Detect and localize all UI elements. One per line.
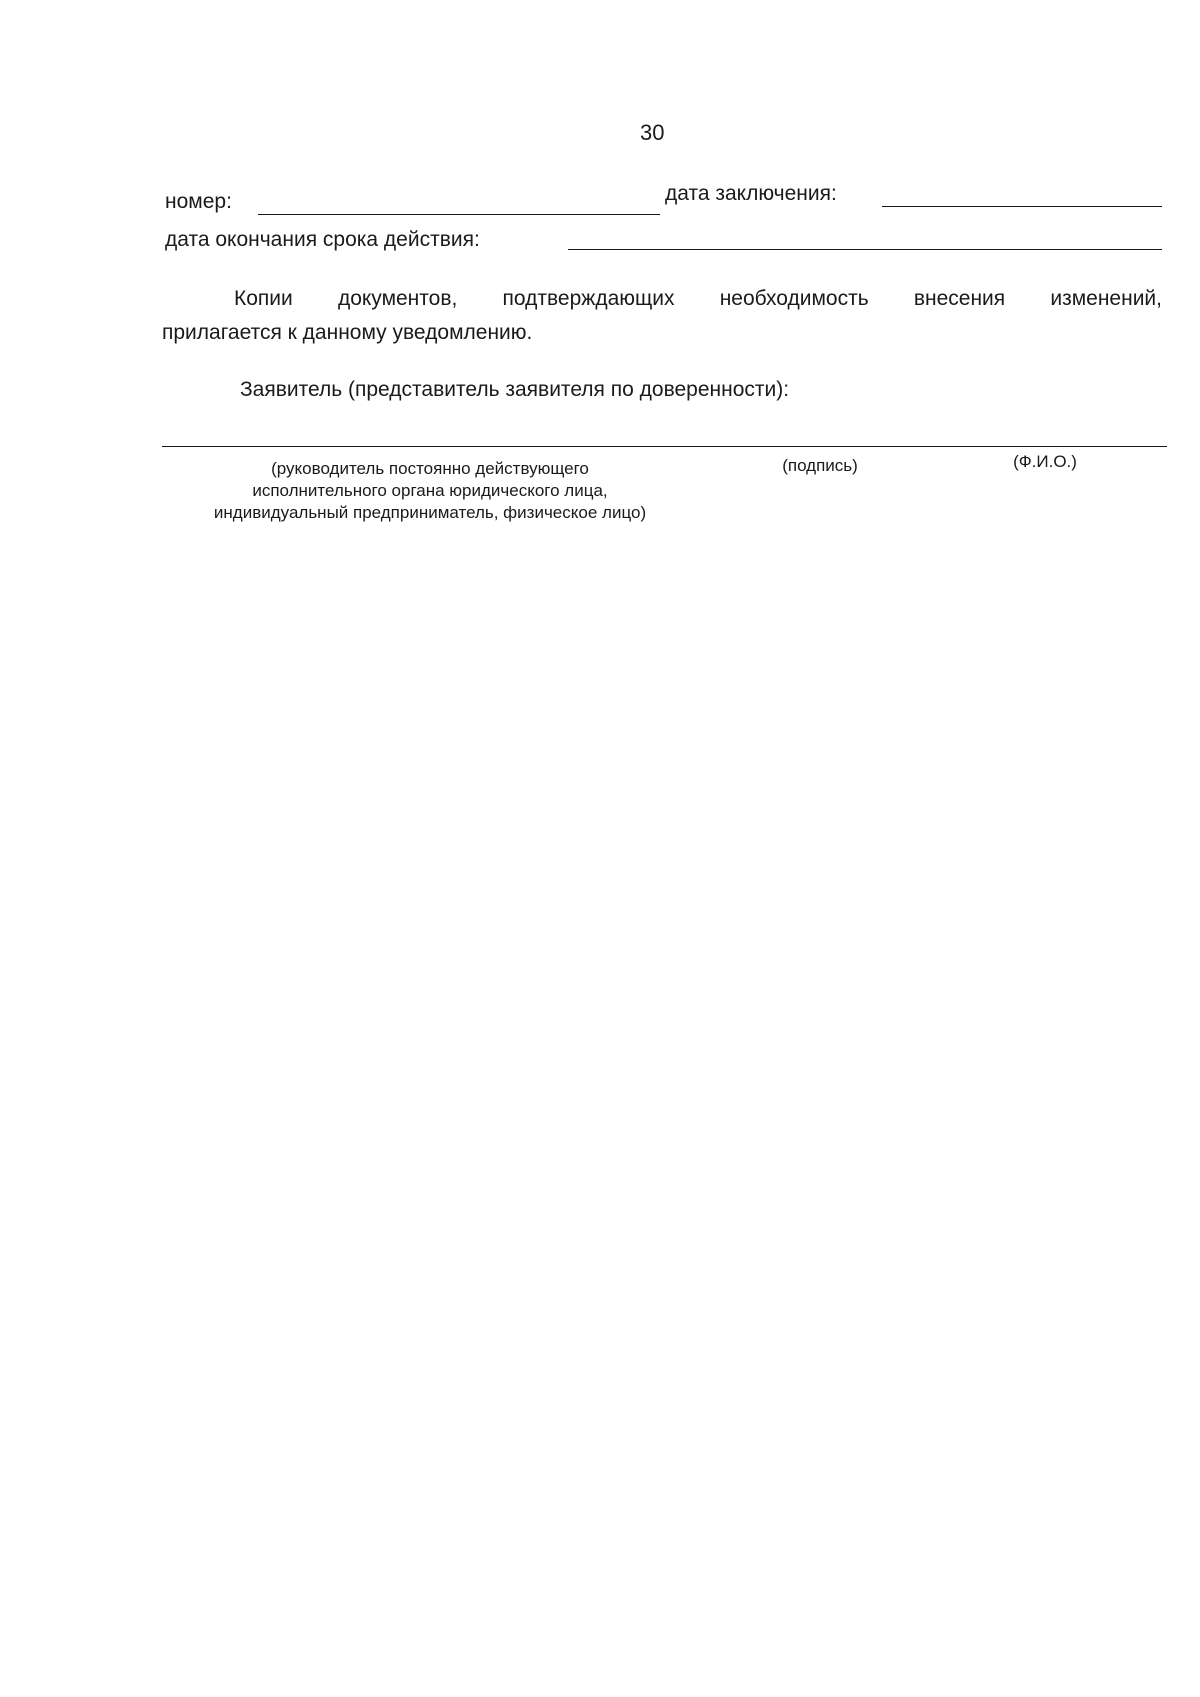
attachment-note bbox=[162, 282, 1162, 350]
expiry-date-label: дата окончания срока действия: bbox=[165, 228, 480, 251]
fio-caption: (Ф.И.О.) bbox=[1013, 452, 1077, 471]
role-caption-line1: (руководитель постоянно действующего bbox=[271, 459, 589, 478]
number-field[interactable] bbox=[258, 214, 660, 215]
page-number: 30 bbox=[640, 120, 665, 145]
applicant-role-caption bbox=[160, 458, 700, 524]
conclusion-date-label: дата заключения: bbox=[665, 182, 837, 205]
applicant-label: Заявитель (представитель заявителя по доверенности): bbox=[240, 378, 790, 401]
signature-caption: (подпись) bbox=[782, 456, 858, 475]
expiry-date-field[interactable] bbox=[568, 249, 1162, 250]
role-caption-line3: индивидуальный предприниматель, физическое лицо) bbox=[213, 503, 647, 522]
applicant-signature-line[interactable] bbox=[162, 446, 1167, 447]
attachment-note-line1: Копии документов, подтверждающих необходимость внесения изменений, bbox=[234, 287, 1162, 310]
number-label: номер: bbox=[165, 190, 232, 213]
attachment-note-line2: прилагается к данному уведомлению. bbox=[162, 321, 533, 344]
conclusion-date-field[interactable] bbox=[882, 206, 1162, 207]
role-caption-line2: исполнительного органа юридического лица, bbox=[252, 481, 608, 500]
